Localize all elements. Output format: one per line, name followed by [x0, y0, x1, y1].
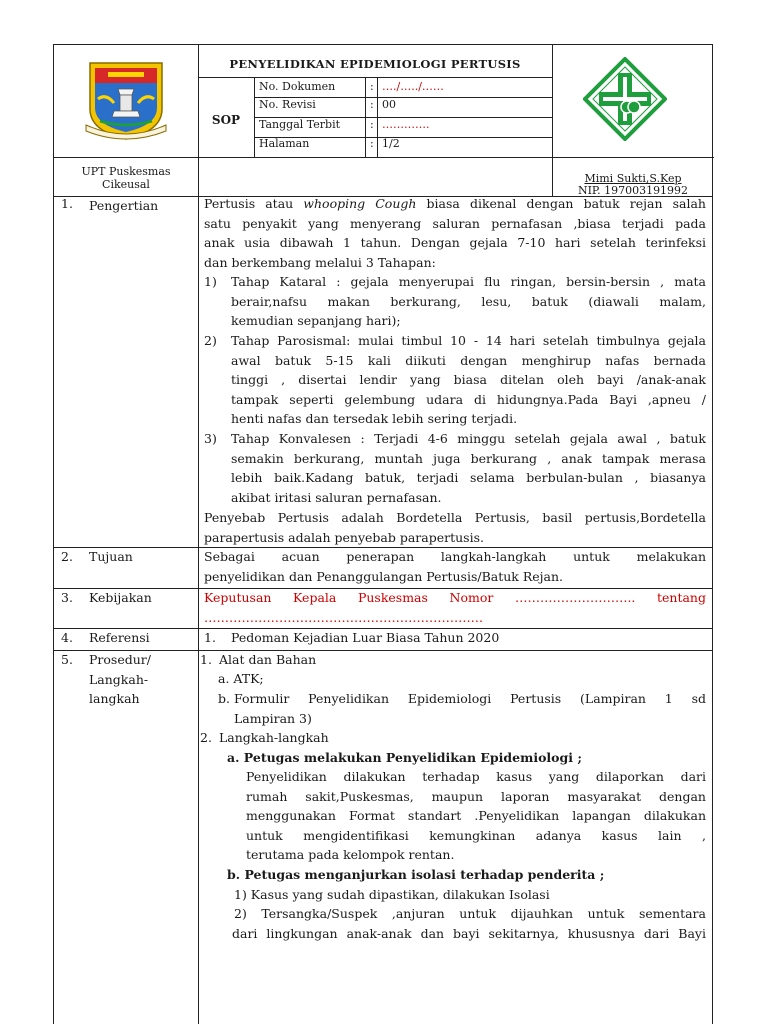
meta-value-tanggal-terbit: …………. [382, 118, 430, 131]
tujuan-line: penyelidikan dan Penanggulangan Pertusis/Batuk Rejan. [204, 568, 564, 584]
row-label-prosedur [89, 650, 151, 709]
step-number: 1. [200, 652, 212, 667]
cause-line: parapertusis adalah penyebab parapertusis. [204, 529, 484, 545]
stage-line: semakin berkurang, muntah juga berkurang , anak tampak merasa [231, 450, 706, 466]
stage-line: kemudian sepanjang hari); [231, 313, 401, 329]
meta-label-halaman: Halaman [259, 137, 310, 150]
step-title-langkah: Langkah-langkah [219, 730, 329, 745]
tujuan-line: Sebagai acuan penerapan langkah-langkah untuk melakukan [204, 549, 706, 564]
header-rule [198, 77, 552, 78]
row-label-kebijakan: Kebijakan [89, 590, 152, 605]
stage-line: tinggi , disertai lendir yang biasa ditelan oleh bayi /anak-anak [231, 372, 706, 388]
row-number: 2. [61, 549, 73, 564]
stage-line: Tahap Konvalesen : Terjadi 4-6 minggu setelah gejala awal , batuk [231, 431, 706, 446]
pengertian-intro-a: Pertusis atau [204, 196, 304, 211]
row-number: 3. [61, 590, 73, 605]
stage-number: 1) [204, 274, 217, 289]
step-2b-item-2 [234, 904, 706, 924]
column-divider [198, 196, 199, 1024]
regency-emblem-icon [84, 59, 168, 141]
stage-number: 2) [204, 333, 217, 348]
pengertian-intro-line: anak usia dibawah 1 tahun. Dengan gejala 7-10 hari setelah terinfeksi [204, 235, 706, 251]
prosedur-label-line: Prosedur/ [89, 652, 151, 667]
pengertian-text [204, 194, 706, 272]
document-title: PENYELIDIKAN EPIDEMIOLOGI PERTUSIS [229, 57, 521, 71]
stage-number: 3) [204, 431, 217, 446]
step-title-alat-bahan: Alat dan Bahan [219, 652, 317, 667]
step-item-number: b. [218, 691, 230, 706]
referensi-item: Pedoman Kejadian Luar Biasa Tahun 2020 [231, 630, 500, 645]
step-2a-title-text: a. Petugas melakukan Penyelidikan Epidemiologi ; [227, 750, 582, 765]
signer-nip: NIP. 197003191992 [577, 184, 689, 197]
referensi-item-number: 1. [204, 630, 216, 645]
meta-colon: : [370, 98, 374, 111]
document-header [53, 44, 713, 197]
step-number: 2. [200, 730, 212, 745]
cause-line: Penyebab Pertusis adalah Bordetella Pertusis, basil pertusis,Bordetella [204, 510, 706, 525]
row-number: 5. [61, 652, 73, 667]
stage-line: Tahap Kataral : gejala menyerupai flu ringan, bersin-bersin , mata [231, 274, 706, 289]
sop-label: SOP [211, 113, 241, 127]
step-2b-line: dari lingkungan anak-anak dan bayi sekitarnya, khususnya dari Bayi [232, 926, 706, 941]
step-2a-line: terutama pada kelompok rentan. [246, 847, 455, 863]
step-2b-title [227, 865, 706, 885]
row-label-tujuan: Tujuan [89, 549, 133, 564]
step-2b-item-2-cont [234, 924, 706, 944]
signer-name: Mimi Sukti,S.Kep [584, 172, 682, 185]
meta-colon: : [370, 137, 374, 150]
header-rule [54, 157, 714, 158]
meta-value-no-revisi: 00 [382, 98, 396, 111]
prosedur-label-line: langkah [89, 691, 140, 707]
stage-text [231, 331, 706, 429]
stage-line: akibat iritasi saluran pernafasan. [231, 489, 442, 505]
stage-line: Tahap Parosismal: mulai timbul 10 - 14 hari setelah timbulnya gejala [231, 333, 706, 348]
prosedur-label-line: Langkah- [89, 671, 149, 687]
step-2a-line: untuk mengidentifikasi kemungkinan adanya kasus lain , [246, 827, 706, 843]
step-item-atk: a. ATK; [218, 671, 264, 686]
pengertian-intro-line: dan berkembang melalui 3 Tahapan: [204, 254, 436, 270]
row-number: 1. [61, 196, 73, 211]
stage-line: lebih baik.Kadang batuk, terjadi selama berbulan-bulan , biasanya [231, 470, 706, 486]
row-label-referensi: Referensi [89, 630, 150, 645]
meta-value-halaman: 1/2 [382, 137, 400, 150]
step-item-formulir [234, 689, 706, 728]
step-2a-text [246, 767, 706, 865]
meta-label-no-dokumen: No. Dokumen [259, 80, 336, 93]
pengertian-intro-line: satu penyakit yang menyerang saluran pernafasan ,biasa terjadi pada [204, 215, 706, 231]
pengertian-intro-b: biasa dikenal dengan batuk rejan salah [416, 196, 706, 211]
step-2b-item-1: 1) Kasus yang sudah dipastikan, dilakukan Isolasi [234, 887, 550, 902]
stage-text [231, 429, 706, 507]
step-2b-title-text: b. Petugas menganjurkan isolasi terhadap penderita ; [227, 867, 605, 882]
pengertian-cause [204, 508, 706, 547]
stage-line: henti nafas dan tersedak lebih sering terjadi. [231, 411, 518, 427]
sop-content-table [53, 196, 713, 1024]
puskesmas-logo-icon [583, 57, 667, 141]
upt-name [54, 165, 198, 191]
meta-label-tanggal-terbit: Tanggal Terbit [259, 118, 341, 131]
step-2a-title [227, 748, 706, 768]
row-label-pengertian: Pengertian [89, 198, 159, 213]
pengertian-intro-line [204, 194, 706, 214]
tujuan-text [204, 547, 706, 586]
formulir-line: Formulir Penyelidikan Epidemiologi Pertusis (Lampiran 1 sd [234, 691, 706, 706]
row-number: 4. [61, 630, 73, 645]
stage-line: berair,nafsu makan berkurang, lesu, batuk (diawali malam, [231, 293, 706, 309]
kebijakan-line: Keputusan Kepala Puskesmas Nomor ……………………….. tentang [204, 590, 706, 605]
step-2a-line: rumah sakit,Puskesmas, maupun laporan masyarakat dengan [246, 788, 706, 804]
kebijakan-text [204, 588, 706, 627]
upt-name-line2: Cikeusal [102, 178, 150, 191]
step-2a-line: menggunakan Format standart .Penyelidikan lapangan dilakukan [246, 808, 706, 824]
meta-label-no-revisi: No. Revisi [259, 98, 316, 111]
stage-text [231, 272, 706, 331]
pengertian-intro-italic: whooping Cough [303, 196, 417, 211]
step-2a-line: Penyelidikan dilakukan terhadap kasus yang dilaporkan dari [246, 769, 706, 784]
stage-line: awal batuk 5-15 kali diikuti dengan menghirup nafas bernada [231, 352, 706, 368]
upt-name-line1: UPT Puskesmas [81, 165, 171, 178]
meta-colon: : [370, 80, 374, 93]
meta-colon: : [370, 118, 374, 131]
meta-value-no-dokumen: …./…../…… [382, 80, 444, 93]
kebijakan-line: …………………………………………………………. [204, 609, 483, 625]
step-2b-line: 2) Tersangka/Suspek ,anjuran untuk dijauhkan untuk sementara [234, 906, 706, 921]
formulir-line: Lampiran 3) [234, 710, 312, 726]
stage-line: tampak seperti gelembung udara di hidungnya.Pada Bayi ,apneu / [231, 391, 706, 407]
